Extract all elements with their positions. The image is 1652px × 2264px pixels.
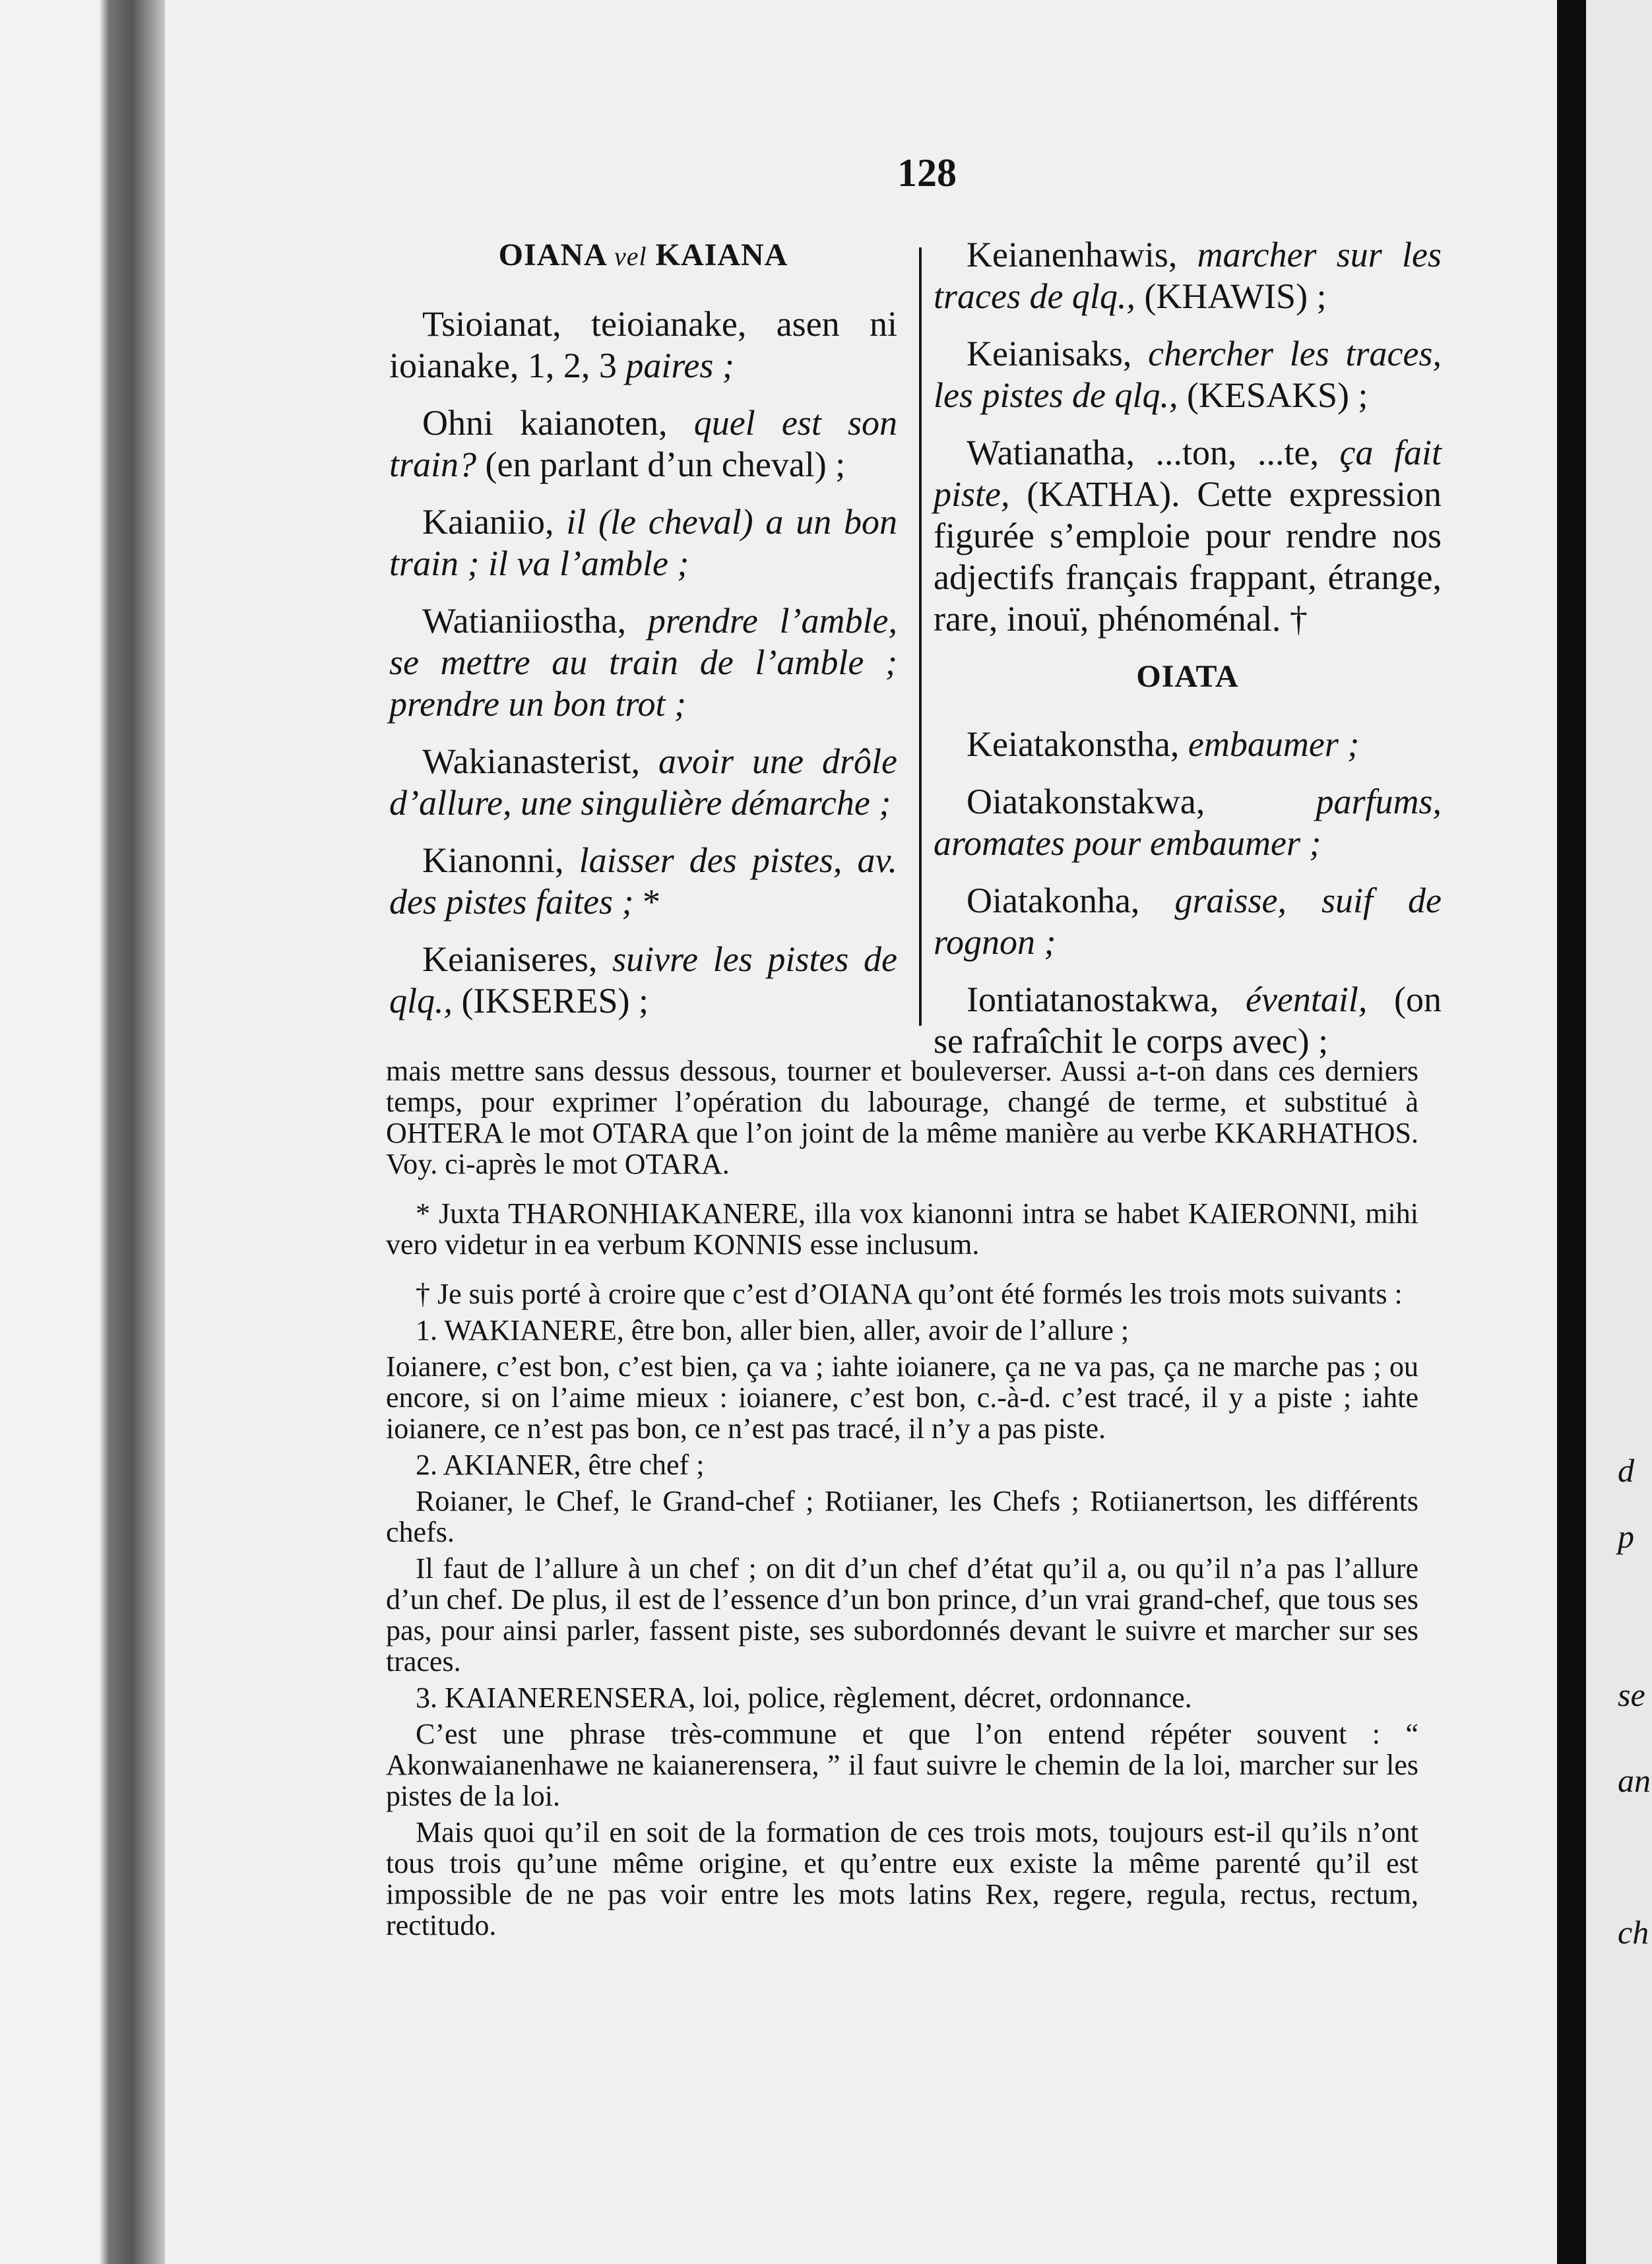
page-number: 128 — [897, 151, 957, 195]
adjacent-page-edge — [1586, 0, 1652, 2264]
dictionary-entry: Watianatha, ...ton, ...te, ça fait piste, (KATHA). Cette expression figurée s’emploie pour rendre nos adjectifs français frappant, étrange, rare, inouï, phénoménal. † — [934, 433, 1442, 639]
continuation-paragraph: mais mettre sans dessus dessous, tourner et bouleverser. Aussi a-t-on dans ces derniers temps, pour exprimer l’opération du labourage, changé de terme, et substitué à OHTERA le mot OTARA que l’on joint de la même manière au verbe KKARHATHOS. Voy. ci-après le mot OTARA. — [386, 1055, 1418, 1180]
dictionary-entry: Ohni kaianoten, quel est son train? (en parlant d’un cheval) ; — [389, 403, 897, 484]
dictionary-entry: Keianenhawis, marcher sur les traces de qlq., (KHAWIS) ; — [934, 235, 1442, 316]
dictionary-entry: Oiatakonstakwa, parfums, aromates pour embaumer ; — [934, 782, 1442, 863]
scan-binding-edge — [0, 0, 165, 2264]
footnote-item: Ioianere, c’est bon, c’est bien, ça va ; iahte ioianere, ça ne va pas, ça ne marche pas ; ou encore, si on l’aime mieux : ioianere, c’est bon, c.-à-d. c’est tracé, il y a piste ; iahte ioianere, ce n’est pas bon, ce n’est pas tracé, il n’y a pas piste. — [386, 1350, 1418, 1445]
footnote-item: Mais quoi qu’il en soit de la formation de ces trois mots, toujours est-il qu’ils n’ont tous trois qu’une même origine, et qu’entre eux existe la même parenté qu’il est impossible de ne pas voir entre les mots latins Rex, regere, regula, rectus, rectum, rectitudo. — [386, 1816, 1418, 1941]
dictionary-entry: Keianiseres, suivre les pistes de qlq., (IKSERES) ; — [389, 939, 897, 1021]
footnote-item: Roianer, le Chef, le Grand-chef ; Rotiianer, les Chefs ; Rotiianertson, les différents chefs. — [386, 1485, 1418, 1548]
dictionary-entry: Keiatakonstha, embaumer ; — [967, 724, 1360, 764]
next-page-fragment: an — [1618, 1762, 1651, 1799]
next-page-fragment: se — [1618, 1676, 1645, 1713]
next-page-fragment: ch — [1618, 1914, 1649, 1951]
dictionary-entry: Kaianiio, il (le cheval) a un bon train ; il va l’amble ; — [389, 502, 897, 583]
dictionary-entry: Wakianasterist, avoir une drôle d’allure, une singulière démarche ; — [389, 741, 897, 823]
right-column — [934, 234, 1442, 1078]
next-page-fragment: p — [1618, 1518, 1634, 1555]
footnote-body — [386, 1055, 1418, 1946]
page-gutter — [1557, 0, 1586, 2264]
left-column — [389, 234, 897, 1038]
dictionary-entry: Watianiiostha, prendre l’amble, se mettre au train de l’amble ; prendre un bon trot ; — [389, 601, 897, 724]
next-page-fragment: d — [1618, 1452, 1634, 1489]
footnote-asterisk: * Juxta THARONHIAKANERE, illa vox kianonni intra se habet KAIERONNI, mihi vero videtur in ea verbum KONNIS esse inclusum. — [386, 1197, 1418, 1261]
dictionary-entry: Kianonni, laisser des pistes, av. des pistes faites ; * — [389, 840, 897, 922]
footnote-item: 2. AKIANER, être chef ; — [416, 1449, 705, 1481]
dictionary-entry: Iontiatanostakwa, éventail, (on se rafraîchit le corps avec) ; — [934, 980, 1442, 1061]
footnote-dagger: † Je suis porté à croire que c’est d’OIANA qu’ont été formés les trois mots suivants : — [416, 1278, 1403, 1310]
footnote-item: 3. KAIANERENSERA, loi, police, règlement, décret, ordonnance. — [416, 1682, 1192, 1714]
dictionary-entry: Oiatakonha, graisse, suif de rognon ; — [934, 881, 1442, 962]
column-divider — [919, 247, 922, 1026]
section-heading-oiana: OIANA vel KAIANA — [498, 237, 788, 272]
dictionary-entry: Tsioianat, teioianake, asen ni ioianake, 1, 2, 3 paires ; — [389, 304, 897, 385]
footnote-item: C’est une phrase très-commune et que l’on entend répéter souvent : “ Akonwaianenhawe ne kaianerensera, ” il faut suivre le chemin de la loi, marcher sur les pistes de la loi. — [386, 1718, 1418, 1812]
dictionary-entry: Keianisaks, chercher les traces, les pistes de qlq., (KESAKS) ; — [934, 334, 1442, 415]
footnote-item: 1. WAKIANERE, être bon, aller bien, aller, avoir de l’allure ; — [416, 1314, 1129, 1346]
section-heading-oiata: OIATA — [1136, 659, 1239, 694]
footnote-item: Il faut de l’allure à un chef ; on dit d’un chef d’état qu’il a, ou qu’il n’a pas l’allure d’un chef. De plus, il est de l’essence d’un bon prince, d’un vrai grand-chef, que tous ses pas, pour ainsi parler, fassent piste, ses subordonnés devant le suivre et marcher sur ses traces. — [386, 1552, 1418, 1678]
